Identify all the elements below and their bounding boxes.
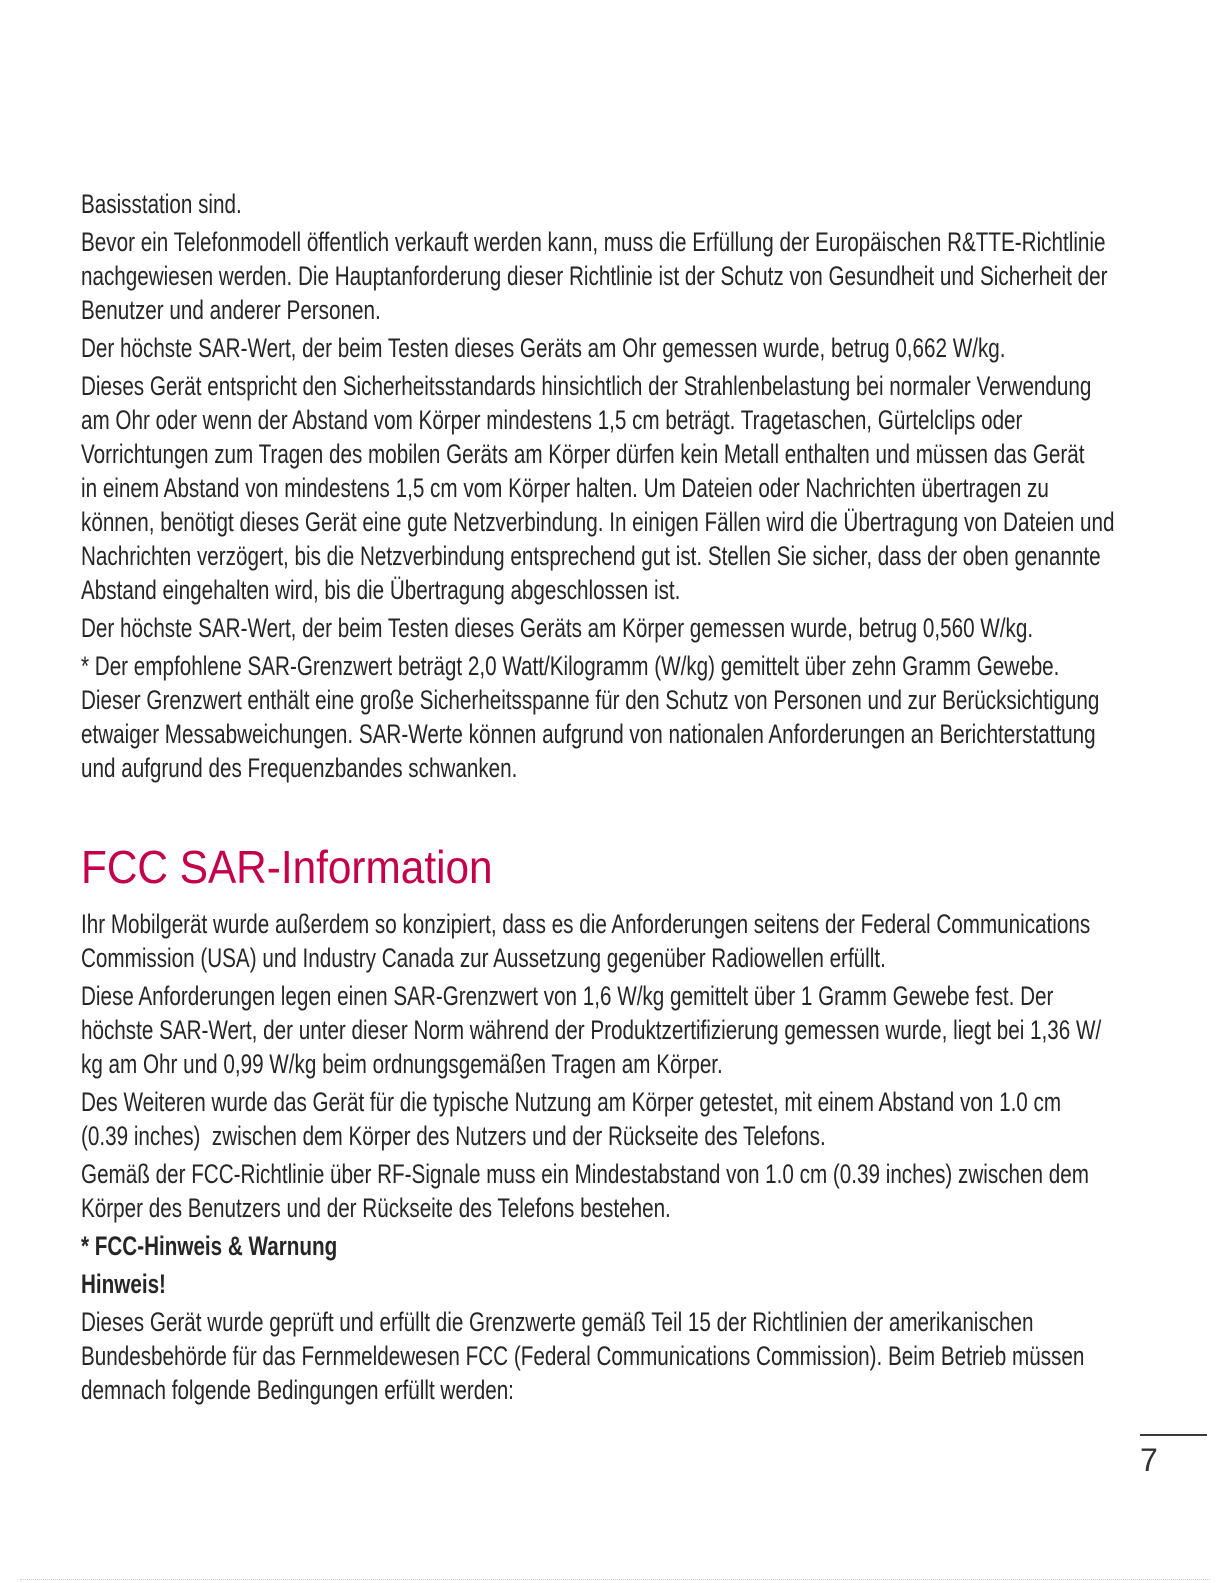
text-line: demnach folgende Bedingungen erfüllt werden: [81,1375,514,1405]
text-line: Abstand eingehalten wird, bis die Übertragung abgeschlossen ist. [81,575,681,605]
text-line: kg am Ohr und 0,99 W/kg beim ordnungsgemäßen Tragen am Körper. [81,1049,723,1079]
text-line: Der höchste SAR-Wert, der beim Testen dieses Geräts am Körper gemessen wurde, betrug 0,560 W/kg. [81,613,1034,643]
paragraph [81,1157,1137,1225]
text-line: Bundesbehörde für das Fernmeldewesen FCC (Federal Communications Commission). Beim Betrieb müssen [81,1341,1085,1371]
text-line: Dieses Gerät entspricht den Sicherheitsstandards hinsichtlich der Strahlenbelastung bei normaler Verwendung [81,371,1092,401]
paragraph [81,187,1137,221]
text-line: Dieser Grenzwert enthält eine große Sicherheitsspanne für den Schutz von Personen und zur Berücksichtigung [81,685,1100,715]
text-line: Basisstation sind. [81,189,242,219]
fcc-section [81,907,1137,1411]
text-line: etwaiger Messabweichungen. SAR-Werte können aufgrund von nationalen Anforderungen an Berichterstattung [81,719,1096,749]
text-line: Dieses Gerät wurde geprüft und erfüllt die Grenzwerte gemäß Teil 15 der Richtlinien der amerikanischen [81,1307,1034,1337]
page-number: 7 [1140,1442,1158,1478]
text-line: können, benötigt dieses Gerät eine gute Netzverbindung. In einigen Fällen wird die Übertragung von Dateien und [81,507,1115,537]
text-line: Körper des Benutzers und der Rückseite des Telefons bestehen. [81,1193,671,1223]
section-heading: FCC SAR-Information [81,841,493,893]
paragraph [81,611,1137,645]
text-line: Der höchste SAR-Wert, der beim Testen dieses Geräts am Ohr gemessen wurde, betrug 0,662 W/kg. [81,333,1006,363]
text-line: am Ohr oder wenn der Abstand vom Körper mindestens 1,5 cm beträgt. Tragetaschen, Gürtelclips oder [81,405,1023,435]
text-line: höchste SAR-Wert, der unter dieser Norm während der Produktzertifizierung gemessen wurde, liegt bei 1,36 W/ [81,1015,1102,1045]
text-line: Bevor ein Telefonmodell öffentlich verkauft werden kann, muss die Erfüllung der Europäischen R&TTE-Richtlinie [81,227,1106,257]
text-line: Ihr Mobilgerät wurde außerdem so konzipiert, dass es die Anforderungen seitens der Federal Communications [81,909,1091,939]
notice-title-text: * FCC-Hinweis & Warnung [81,1231,338,1261]
text-line: nachgewiesen werden. Die Hauptanforderung dieser Richtlinie ist der Schutz von Gesundheit und Sicherheit der [81,261,1108,291]
paragraph [81,907,1137,975]
bottom-edge-line [20,1579,1210,1580]
text-line: Benutzer und anderer Personen. [81,295,381,325]
paragraph [81,331,1137,365]
intro-section [81,187,1137,789]
text-line: Vorrichtungen zum Tragen des mobilen Geräts am Körper dürfen kein Metall enthalten und müssen das Gerät [81,439,1085,469]
text-line: Commission (USA) und Industry Canada zur Aussetzung gegenüber Radiowellen erfüllt. [81,943,886,973]
paragraph [81,649,1137,785]
text-line: Gemäß der FCC-Richtlinie über RF-Signale muss ein Mindestabstand von 1.0 cm (0.39 inches) zwischen dem [81,1159,1089,1189]
text-line: Diese Anforderungen legen einen SAR-Grenzwert von 1,6 W/kg gemittelt über 1 Gramm Gewebe fest. Der [81,981,1054,1011]
paragraph [81,225,1137,327]
paragraph [81,1305,1137,1407]
text-line: Des Weiteren wurde das Gerät für die typische Nutzung am Körper getestet, mit einem Abstand von 1.0 cm [81,1087,1062,1117]
paragraph [81,369,1137,607]
text-line: in einem Abstand von mindestens 1,5 cm vom Körper halten. Um Dateien oder Nachrichten übertragen zu [81,473,1049,503]
hint-title [81,1267,1137,1301]
text-line: Nachrichten verzögert, bis die Netzverbindung entsprechend gut ist. Stellen Sie sicher, dass der oben genannte [81,541,1101,571]
paragraph [81,979,1137,1081]
notice-title [81,1229,1137,1263]
hint-title-text: Hinweis! [81,1269,166,1299]
paragraph [81,1085,1137,1153]
text-line: und aufgrund des Frequenzbandes schwanken. [81,753,518,783]
text-line: (0.39 inches) zwischen dem Körper des Nutzers und der Rückseite des Telefons. [81,1121,826,1151]
text-line: * Der empfohlene SAR-Grenzwert beträgt 2,0 Watt/Kilogramm (W/kg) gemittelt über zehn Gramm Gewebe. [81,651,1060,681]
page-number-rule [1140,1434,1207,1436]
